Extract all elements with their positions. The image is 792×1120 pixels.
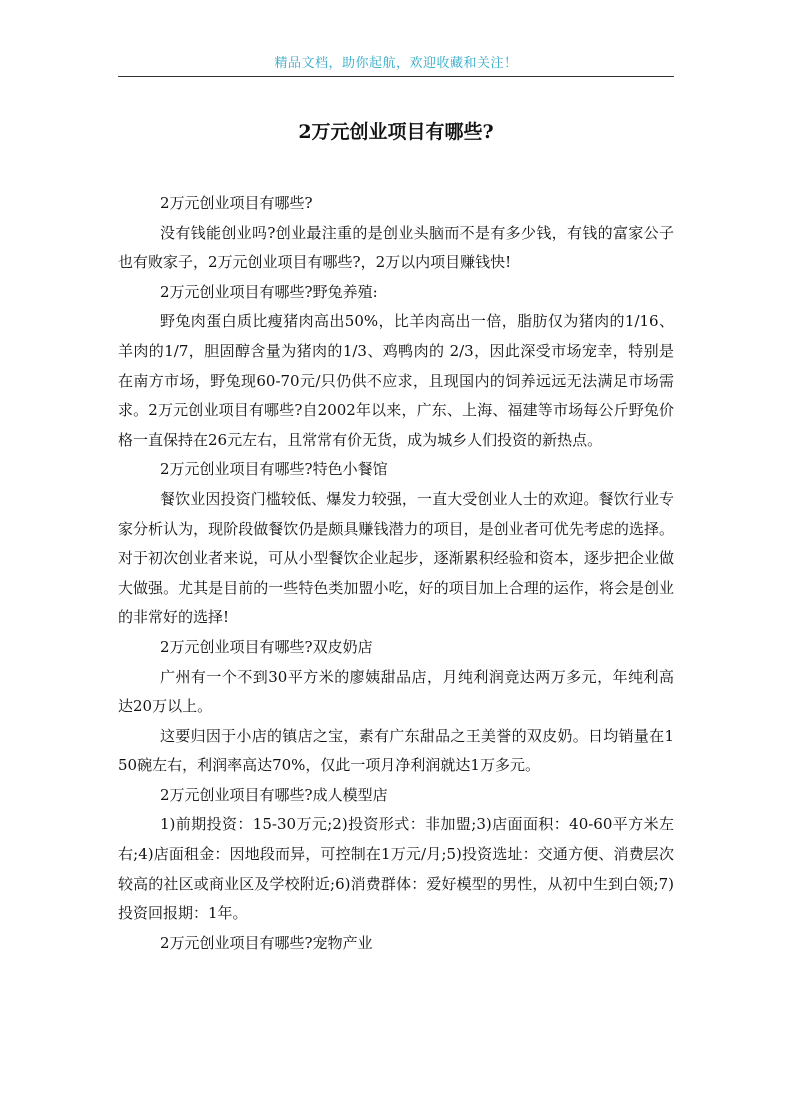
paragraph: 1)前期投资：15-30万元;2)投资形式：非加盟;3)店面面积：40-60平方米左右;4)店面租金：因地段而异，可控制在1万元/月;5)投资选址：交通方便、消费层次较高的社区或商业区及学校附近;6)消费群体：爱好模型的男性，从初中生到白领;7)投资回报期：1年。 [118, 815, 674, 923]
paragraph: 广州有一个不到30平方米的廖姨甜品店，月纯利润竟达两万多元，年纯利高达20万以上。 [118, 667, 674, 716]
header-slogan: 精品文档，助你起航，欢迎收藏和关注！ [274, 56, 518, 71]
paragraph: 没有钱能创业吗?创业最注重的是创业头脑而不是有多少钱，有钱的富家公子也有败家子，2万元创业项目有哪些?，2万以内项目赚钱快! [118, 223, 674, 272]
paragraph: 2万元创业项目有哪些?成人模型店 [160, 785, 388, 804]
paragraph: 2万元创业项目有哪些? [160, 194, 313, 212]
document-body [118, 189, 674, 958]
paragraph: 2万元创业项目有哪些?宠物产业 [160, 933, 373, 952]
page-header [118, 52, 674, 77]
paragraph: 2万元创业项目有哪些?野兔养殖: [160, 282, 378, 301]
paragraph: 餐饮业因投资门槛较低、爆发力较强，一直大受创业人士的欢迎。餐饮行业专家分析认为，现阶段做餐饮仍是颇具赚钱潜力的项目，是创业者可优先考虑的选择。对于初次创业者来说，可从小型餐饮企业起步，逐渐累积经验和资本，逐步把企业做大做强。尤其是目前的一些特色类加盟小吃，好的项目加上合理的运作，将会是创业的非常好的选择! [118, 489, 674, 627]
paragraph: 这要归因于小店的镇店之宝，素有广东甜品之王美誉的双皮奶。日均销量在150碗左右，利润率高达70%，仅此一项月净利润就达1万多元。 [118, 726, 674, 775]
paragraph: 2万元创业项目有哪些?双皮奶店 [160, 637, 373, 656]
document-title: 2万元创业项目有哪些? [298, 121, 494, 143]
paragraph: 野兔肉蛋白质比瘦猪肉高出50%，比羊肉高出一倍，脂肪仅为猪肉的1/16、羊肉的1/7，胆固醇含量为猪肉的1/3、鸡鸭肉的 2/3，因此深受市场宠幸，特别是在南方市场，野兔现60-70元/只仍供不应求，且现国内的饲养远远无法满足市场需求。2万元创业项目有哪些?自2002年以来，广东、上海、福建等市场每公斤野兔价格一直保持在26元左右，且常常有价无货，成为城乡人们投资的新热点。 [118, 312, 674, 449]
paragraph: 2万元创业项目有哪些?特色小餐馆 [160, 460, 388, 479]
